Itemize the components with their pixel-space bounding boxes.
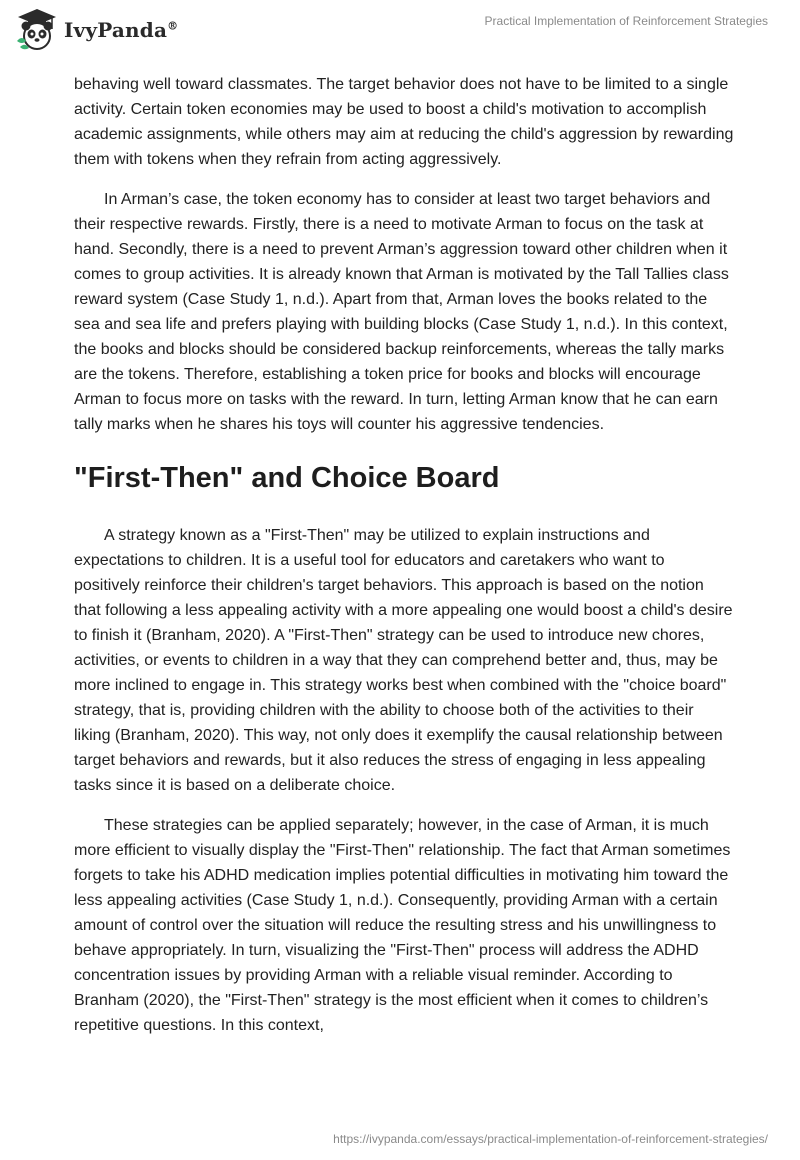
panda-graduate-icon [14, 7, 60, 53]
essay-body [74, 72, 734, 1053]
paragraph-first-then: A strategy known as a "First-Then" may be utilized to explain instructions and expectations to children. It is a useful tool for educators and caretakers who want to positively reinforce their children's target behaviors. This approach is based on the notion that following a less appealing activity with a more appealing one would boost a child's desire to finish it (Branham, 2020). A "First-Then" strategy can be used to introduce new chores, activities, or events to children in a way that they can comprehend better and, thus, may be more inclined to engage in. This strategy works best when combined with the "choice board" strategy, that is, providing children with the ability to choose both of the activities to their liking (Branham, 2020). This way, not only does it exemplify the causal relationship between target behaviors and rewards, but it also reduces the stress of engaging in less appealing tasks since it is based on a deliberate choice. [74, 527, 733, 794]
logo-wordmark: IvyPanda® [64, 18, 179, 42]
page-header [0, 0, 800, 60]
source-url[interactable]: https://ivypanda.com/essays/practical-implementation-of-reinforcement-strategies/ [333, 1132, 768, 1146]
ivypanda-logo[interactable] [14, 6, 178, 54]
document-title: Practical Implementation of Reinforcement Strategies [484, 14, 768, 28]
section-heading: "First-Then" and Choice Board [74, 462, 500, 494]
paragraph-application: These strategies can be applied separately; however, in the case of Arman, it is much more efficient to visually display the "First-Then" relationship. The fact that Arman sometimes forgets to take his ADHD medication implies potential difficulties in motivating him toward the less appealing activities (Case Study 1, n.d.). Consequently, providing Arman with a certain amount of control over the situation will reduce the resulting stress and his unwillingness to behave appropriately. In turn, visualizing the "First-Then" process will address the ADHD concentration issues by providing Arman with a reliable visual reminder. According to Branham (2020), the "First-Then" strategy is the most efficient when it comes to children’s repetitive questions. In this context, [74, 817, 731, 1034]
paragraph-continuation: behaving well toward classmates. The target behavior does not have to be limited to a single activity. Certain token economies may be used to boost a child's motivation to accomplish academic assignments, while others may aim at reducing the child's aggression by rewarding them with tokens when they refrain from acting aggressively. [74, 76, 734, 168]
paragraph-token-economy: In Arman’s case, the token economy has to consider at least two target behaviors and their respective rewards. Firstly, there is a need to motivate Arman to focus on the task at hand. Secondly, there is a need to prevent Arman’s aggression toward other children when it comes to group activities. It is already known that Arman is motivated by the Tall Tallies class reward system (Case Study 1, n.d.). Apart from that, Arman loves the books related to the sea and sea life and prefers playing with building blocks (Case Study 1, n.d.). In this context, the books and blocks should be considered backup reinforcements, whereas the tally marks are the tokens. Therefore, establishing a token price for books and blocks will encourage Arman to focus more on tasks with the reward. In turn, letting Arman know that he can earn tally marks when he shares his toys will counter his aggressive tendencies. [74, 191, 729, 433]
